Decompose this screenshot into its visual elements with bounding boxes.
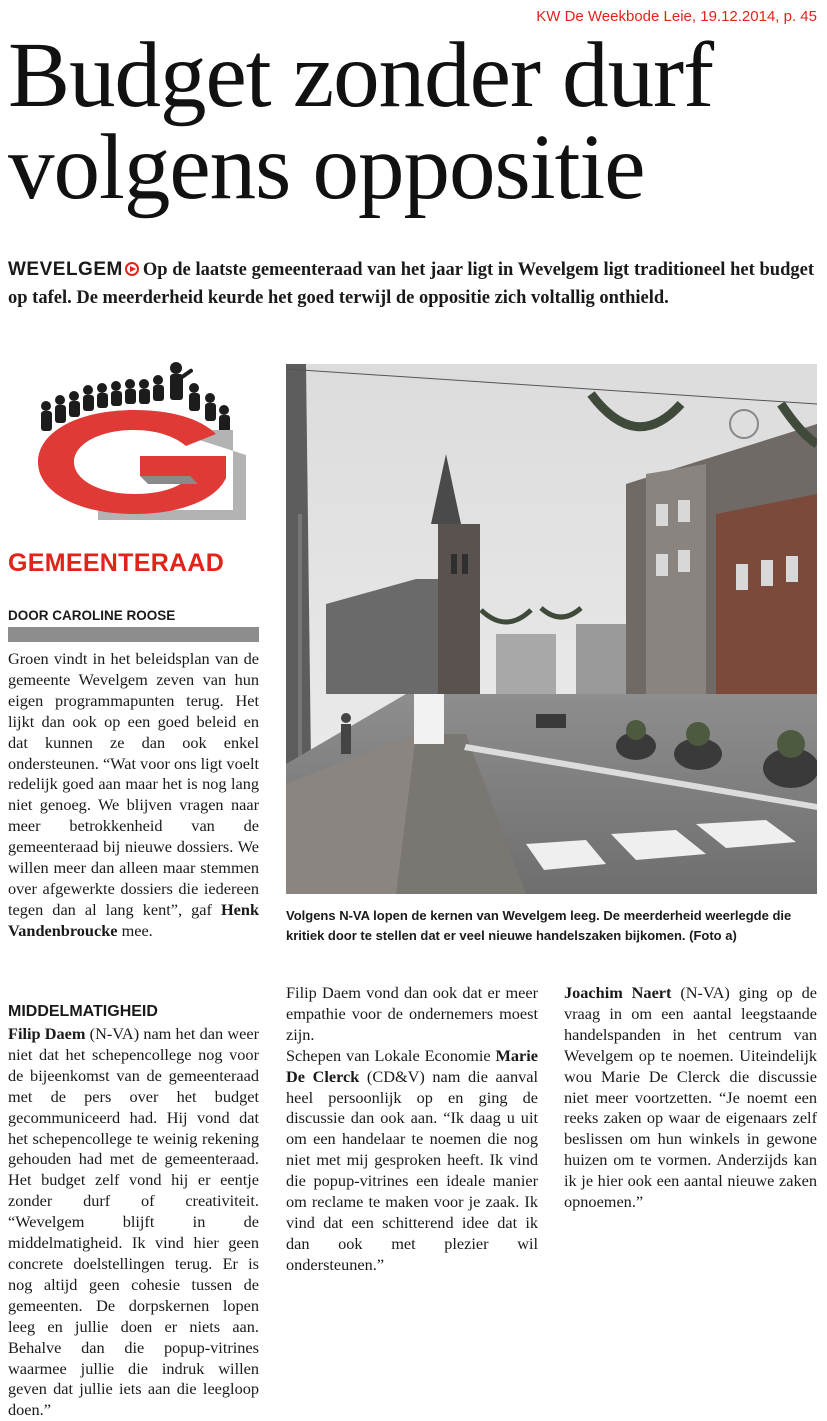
- paragraph-4: [286, 1046, 538, 1276]
- paragraph-1-text: Groen vindt in het beleidsplan van de gemeente Wevelgem zeven van hun eigen programmapunten terug. Het lijkt dan ook op een goed beleid en dat kunnen ze dan ook enkel ondersteunen. “Wat voor ons ligt voelt redelijk goed aan maar het is nog lang niet genoeg. We blijven vragen naar meer betrokkenheid van de gemeenteraad bij nieuwe dossiers. We willen meer dan alleen maar stemmen over afgewerkte dossiers die iedereen tegen dan al lang kent”, gaf: [8, 649, 259, 919]
- g-emblem-bevel: [140, 476, 198, 484]
- speaker-name: Marie De Clerck: [286, 1045, 538, 1086]
- paragraph-4-text: (CD&V) nam die aanval heel persoonlijk op en ging de discussie dan ook aan. “Ik daag u uit om een handelaar te noemen die nog niet met mij gesproken heeft. Ik vind die popup-vitrines een ideale manier om reclame te maken voor je zaak. Ik vind dat een schitterend idee dat ik dan ook met plezier wil ondersteunen.”: [286, 1066, 539, 1274]
- byline: DOOR CAROLINE ROOSE: [8, 608, 176, 623]
- lead-text: Op de laatste gemeenteraad van het jaar ligt in Wevelgem ligt traditioneel het budget op tafel. De meerderheid keurde het goed terwijl de oppositie zich voltallig onthield.: [8, 260, 814, 308]
- rubric-label: GEMEENTERAAD: [8, 549, 225, 577]
- headline: Budget zonder durf volgens oppositie: [8, 24, 714, 219]
- column-1: [8, 649, 259, 942]
- column-3: [564, 983, 817, 1213]
- paragraph-3: Filip Daem vond dan ook dat er meer empathie voor de ondernemers moest zijn.: [286, 983, 538, 1044]
- source-line: KW De Weekbode Leie, 19.12.2014, p. 45: [536, 8, 817, 25]
- speaker-name: Henk Vandenbroucke: [8, 899, 260, 940]
- byline-bar: [8, 627, 259, 642]
- street-photo: [286, 364, 817, 894]
- paragraph-2: [8, 1024, 259, 1421]
- paragraph-1: [8, 649, 259, 942]
- play-arrow-icon: [125, 262, 139, 276]
- column-2: [286, 983, 538, 1276]
- paragraph-4-intro: Schepen van Lokale Economie: [286, 1045, 491, 1065]
- paragraph-5-text: (N-VA) ging op de vraag in om een aantal leegstaande handelspanden in het centrum van Wevelgem op te noemen. Uiteindelijk wou Marie De Clerck die discussie niet meer voortzetten. “Je noemt een reeks zaken op waar de eigenaars zelf beslissen om hun winkels in gewone huizen om te vormen. Anderzijds kan ik je hier ook een aantal nieuwe zaken opnoemen.”: [564, 983, 818, 1212]
- dateline: WEVELGEM: [8, 259, 123, 280]
- g-emblem-icon: [38, 410, 226, 514]
- photo-caption: Volgens N-VA lopen de kernen van Wevelgem leeg. De meerderheid weerlegde die kritiek door te stellen dat er veel nieuwe handelszaken bijkomen. (Foto a): [286, 908, 792, 943]
- gemeenteraad-logo: [8, 360, 260, 550]
- paragraph-1-end: mee.: [121, 920, 153, 940]
- speaker-name: Joachim Naert: [564, 983, 672, 1002]
- column-1-lower: [8, 1024, 259, 1421]
- lead-paragraph: [8, 256, 814, 312]
- paragraph-5: [564, 983, 817, 1213]
- subheading: MIDDELMATIGHEID: [8, 1003, 158, 1020]
- speaker-name: Filip Daem: [8, 1024, 86, 1043]
- paragraph-2-text: (N-VA) nam het dan weer niet dat het schepencollege nog voor de bijeenkomst van de gemeenteraad met de pers over het budget gecommuniceerd had. Hij vond dat het schepencollege te weinig rekening gehouden had met de gemeenteraad. Het budget zelf vond hij er eentje zonder durf of creativiteit. “Wevelgem blijft in de middelmatigheid. Ik vind hier geen concrete doelstellingen terug. Er is nog altijd geen cohesie tussen de gemeenten. De dorpskernen lopen leeg en jullie doen er niets aan. Behalve dan die popup-vitrines waarmee jullie die indruk willen geven dat jullie iets aan die leegloop doen.”: [8, 1024, 259, 1420]
